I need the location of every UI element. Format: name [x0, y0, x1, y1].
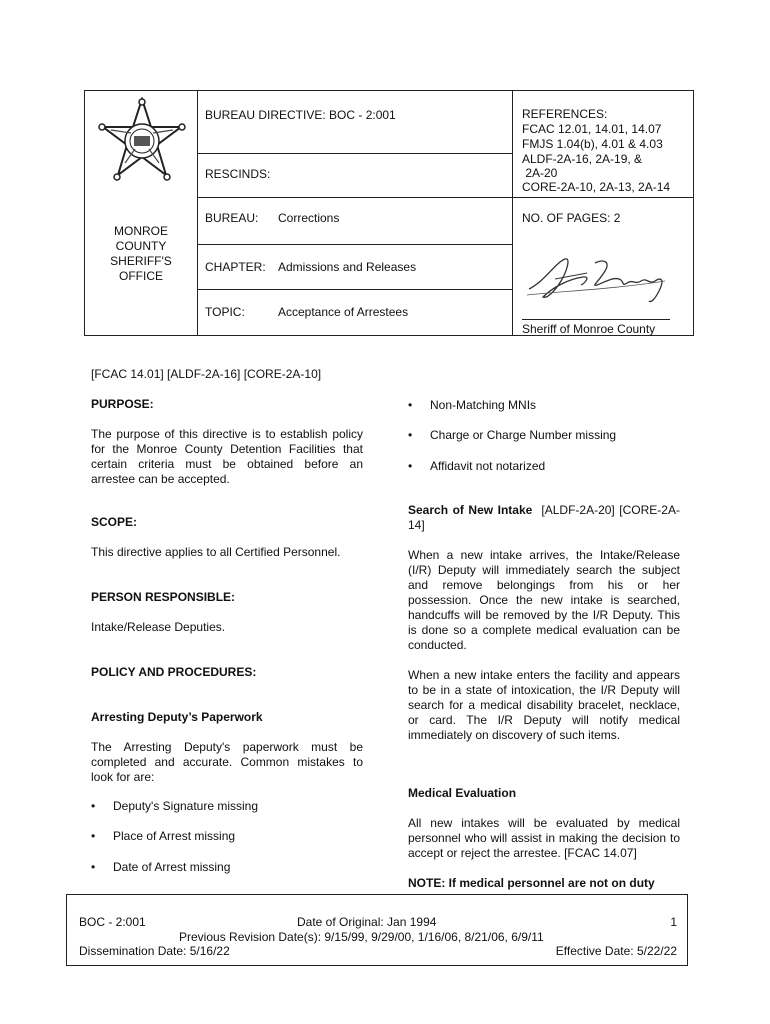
list-item-text: Affidavit not notarized — [430, 459, 546, 473]
footer-revision-dates: Previous Revision Date(s): 9/15/99, 9/29/00, 1/16/06, 8/21/06, 6/9/11 — [179, 930, 544, 944]
references-line: 2A-20 — [522, 166, 558, 180]
chapter-value: Admissions and Releases — [278, 260, 417, 274]
bullet-icon: • — [91, 860, 96, 874]
paperwork-text: The Arresting Deputy's paperwork must be completed and accurate. Common mistakes to look for are: — [91, 740, 363, 784]
chapter-label: CHAPTER: — [205, 260, 266, 274]
list-item-text: Place of Arrest missing — [113, 829, 236, 843]
divider — [512, 91, 513, 335]
bureau-value: Corrections — [278, 211, 340, 225]
person-responsible-text: Intake/Release Deputies. — [91, 620, 226, 634]
bullet-icon: • — [408, 398, 413, 412]
reference-codes: [FCAC 14.01] [ALDF-2A-16] [CORE-2A-10] — [91, 367, 322, 381]
references-line: REFERENCES: — [522, 107, 608, 121]
purpose-heading: PURPOSE: — [91, 397, 154, 411]
sheriff-signature-icon — [525, 251, 677, 307]
medical-heading: Medical Evaluation — [408, 786, 517, 800]
search-paragraph-1: When a new intake arrives, the Intake/Release (I/R) Deputy will immediately search the subject and remove belongings from his or her possession. Once the new intake is searched, handcuffs will be removed by the I/R Deputy. This is done so a complete medical evaluation can be conducted. — [408, 548, 680, 652]
search-heading-title: Search of New Intake — [408, 503, 533, 517]
footer-page-number: 1 — [670, 915, 677, 929]
directive-number: BUREAU DIRECTIVE: BOC - 2:001 — [205, 108, 396, 122]
divider — [197, 153, 512, 154]
list-item-text: Non-Matching MNIs — [430, 398, 537, 412]
note-text: NOTE: If medical personnel are not on duty — [408, 876, 655, 890]
footer-effective-date: Effective Date: 5/22/22 — [555, 944, 677, 958]
bullet-icon: • — [91, 799, 96, 813]
divider — [197, 289, 512, 290]
signature-line — [522, 319, 670, 320]
scope-text: This directive applies to all Certified Personnel. — [91, 545, 341, 559]
bullet-icon: • — [408, 459, 413, 473]
office-name — [85, 224, 197, 284]
page-count: NO. OF PAGES: 2 — [522, 211, 621, 225]
bullet-icon: • — [408, 428, 413, 442]
purpose-text: The purpose of this directive is to establish policy for the Monroe County Detention Facilities that certain criteria must be obtained before an arrestee can be accepted. — [91, 427, 363, 486]
policy-heading: POLICY AND PROCEDURES: — [91, 665, 257, 679]
directive-header-table — [84, 90, 694, 336]
sheriff-star-seal-icon — [97, 97, 187, 187]
topic-label: TOPIC: — [205, 305, 245, 319]
list-item-text: Deputy's Signature missing — [113, 799, 259, 813]
divider — [197, 91, 198, 335]
references-line: FCAC 12.01, 14.01, 14.07 — [522, 122, 662, 136]
page-footer — [66, 894, 688, 966]
divider — [197, 244, 512, 245]
paperwork-heading: Arresting Deputy’s Paperwork — [91, 710, 263, 724]
divider — [197, 197, 693, 198]
footer-doc-number: BOC - 2:001 — [79, 915, 146, 929]
search-heading — [408, 503, 680, 533]
bureau-label: BUREAU: — [205, 211, 259, 225]
office-line: SHERIFF'S — [110, 254, 172, 268]
search-heading-refs: [ALDF-2A-20] [CORE-2A-14] — [408, 503, 680, 532]
footer-dissemination-date: Dissemination Date: 5/16/22 — [79, 944, 230, 958]
signature-caption: Sheriff of Monroe County — [522, 322, 656, 336]
bullet-icon: • — [91, 829, 96, 843]
references-line: ALDF-2A-16, 2A-19, & — [522, 152, 643, 166]
references-line: FMJS 1.04(b), 4.01 & 4.03 — [522, 137, 663, 151]
person-responsible-heading: PERSON RESPONSIBLE: — [91, 590, 236, 604]
rescinds-label: RESCINDS: — [205, 167, 271, 181]
office-line: COUNTY — [115, 239, 167, 253]
office-line: OFFICE — [119, 269, 163, 283]
scope-heading: SCOPE: — [91, 515, 138, 529]
footer-original-date: Date of Original: Jan 1994 — [297, 915, 437, 929]
topic-value: Acceptance of Arrestees — [278, 305, 409, 319]
references-line: CORE-2A-10, 2A-13, 2A-14 — [522, 180, 671, 194]
search-paragraph-2: When a new intake enters the facility and appears to be in a state of intoxication, the I/R Deputy will search for a medical disability bracelet, necklace, or card. The I/R Deputy will notify medical immediately on discovery of such items. — [408, 668, 680, 742]
list-item-text: Date of Arrest missing — [113, 860, 231, 874]
office-line: MONROE — [114, 224, 168, 238]
list-item-text: Charge or Charge Number missing — [430, 428, 617, 442]
medical-text: All new intakes will be evaluated by medical personnel who will assist in making the decision to accept or reject the arrestee. [FCAC 14.07] — [408, 816, 680, 860]
